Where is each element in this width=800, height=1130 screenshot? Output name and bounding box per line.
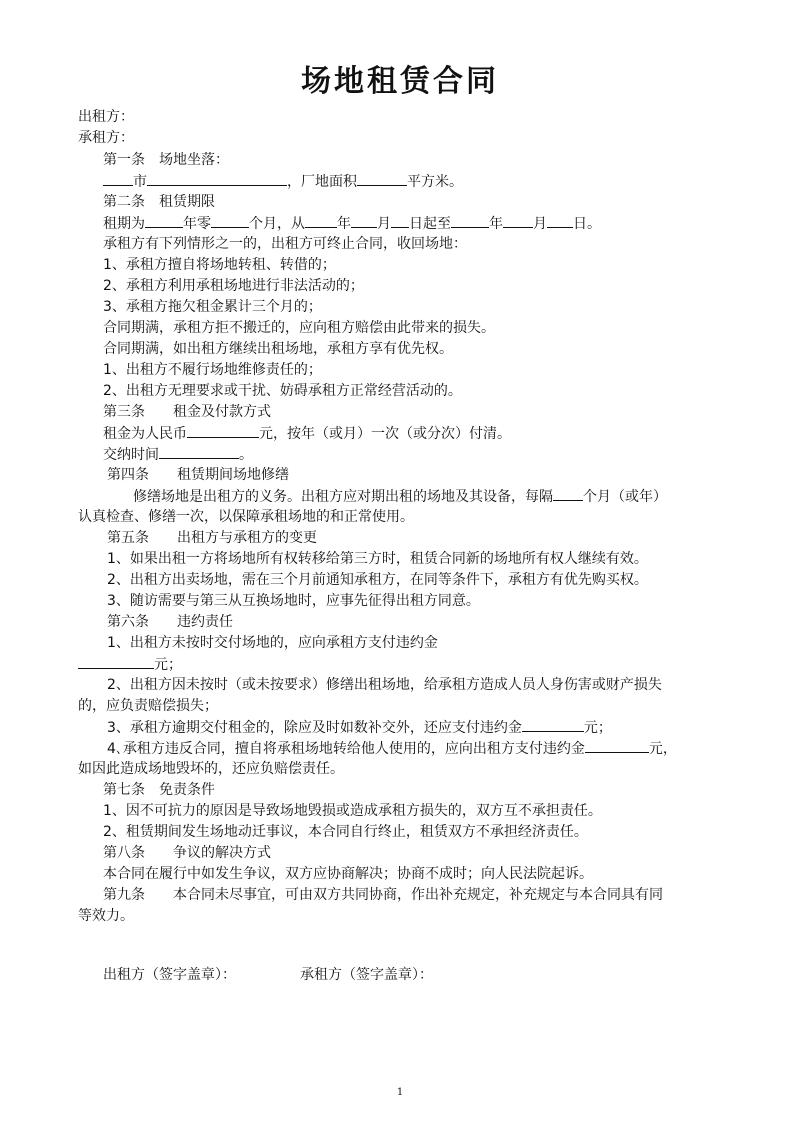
term-text: 年	[337, 216, 351, 232]
area-unit: 平方米。	[407, 174, 463, 190]
breach-text: 4､承租方违反合同，擅自将承租场地转给他人使用的，应向出租方支付违约金	[107, 741, 585, 757]
rent-text: 元，按年（或月）一次（或分次）付清。	[259, 426, 511, 442]
rent-line	[103, 423, 511, 444]
lessor-label: 出租方：	[78, 109, 134, 125]
blank-field	[103, 171, 133, 186]
blank-field	[159, 444, 239, 459]
payment-time-end: 。	[239, 447, 253, 463]
breach-item-3	[107, 717, 612, 738]
blank-field	[147, 171, 287, 186]
article-1-heading: 第一条 场地坐落：	[103, 152, 229, 168]
article-5-heading: 第五条 出租方与承租方的变更	[107, 530, 317, 546]
article-1-location	[103, 171, 463, 192]
article-9-line-2: 等效力。	[78, 908, 134, 924]
expiry-clause: 合同期满，如出租方继续出租场地，承租方享有优先权。	[103, 341, 453, 357]
breach-text: 3、承租方逾期交付租金的，除应及时如数补交外，还应支付违约金	[107, 720, 522, 736]
blank-field	[391, 213, 409, 228]
document-title: 场地租赁合同	[301, 64, 499, 99]
blank-field	[187, 423, 259, 438]
term-text: 年零	[183, 216, 211, 232]
blank-field	[585, 738, 649, 753]
blank-field	[451, 213, 489, 228]
article-8-heading: 第八条 争议的解决方式	[103, 845, 271, 861]
article-9-line-1: 第九条 本合同未尽事宜，可由双方共同协商，作出补充规定，补充规定与本合同具有同	[103, 887, 663, 903]
breach-text: 元；	[154, 657, 182, 673]
term-text: 租期为	[103, 216, 145, 232]
change-item: 3、随访需要与第三从互换场地时，应事先征得出租方同意。	[107, 593, 480, 609]
blank-field	[305, 213, 337, 228]
repair-clause-line-2: 认真检查、修缮一次，以保障承租场地的和正常使用。	[78, 509, 414, 525]
blank-field	[351, 213, 377, 228]
area-label: ，厂地面积	[287, 174, 357, 190]
blank-field	[522, 717, 584, 732]
lease-term-line	[103, 213, 601, 234]
change-item: 1、如果出租一方将场地所有权转移给第三方时，租赁合同新的场地所有权人继续有效。	[107, 551, 648, 567]
payment-time-line	[103, 444, 253, 465]
blank-field	[78, 654, 154, 669]
lessor-signature-label: 出租方（签字盖章）：	[103, 967, 236, 983]
rent-text: 租金为人民币	[103, 426, 187, 442]
article-6-heading: 第六条 违约责任	[107, 614, 233, 630]
termination-item: 2、承租方利用承租场地进行非法活动的；	[103, 278, 364, 294]
city-label: 市	[133, 174, 147, 190]
blank-field	[547, 213, 573, 228]
blank-field	[145, 213, 183, 228]
blank-field	[503, 213, 533, 228]
page-number: 1	[396, 1087, 404, 1098]
exemption-item: 2、租赁期间发生场地动迁事议，本合同自行终止，租赁双方不承担经济责任。	[103, 824, 588, 840]
termination-item: 1、承租方擅自将场地转租、转借的；	[103, 257, 336, 273]
blank-field	[357, 171, 407, 186]
termination-intro: 承租方有下列情形之一的，出租方可终止合同，收回场地：	[103, 236, 467, 252]
article-3-heading: 第三条 租金及付款方式	[103, 404, 271, 420]
article-2-heading: 第二条 租赁期限	[103, 194, 215, 210]
repair-text: 个月（或年）	[583, 489, 667, 505]
repair-clause-line-1	[133, 486, 667, 507]
breach-item-2: 2、出租方因未按时（或未按要求）修缮出租场地，给承租方造成人员人身伤害或财产损失	[107, 677, 662, 693]
article-7-heading: 第七条 免责条件	[103, 782, 215, 798]
article-4-heading: 第四条 租赁期间场地修缮	[107, 467, 289, 483]
payment-time-label: 交纳时间	[103, 447, 159, 463]
exemption-item: 1、因不可抗力的原因是导致场地毁损或造成承租方损失的，双方互不承担责任。	[103, 803, 602, 819]
termination-item: 3、承租方拖欠租金累计三个月的；	[103, 299, 322, 315]
term-text: 个月，从	[249, 216, 305, 232]
blank-field	[211, 213, 249, 228]
term-text: 月	[533, 216, 547, 232]
term-text: 日起至	[409, 216, 451, 232]
breach-text: 元；	[583, 720, 612, 736]
breach-item-1-amount	[78, 654, 182, 675]
repair-text: 修缮场地是出租方的义务。出租方应对期出租的场地及其设备，每隔	[133, 489, 553, 505]
lessor-breach-item: 2、出租方无理要求或干扰、妨碍承租方正常经营活动的。	[103, 383, 462, 399]
breach-item-4-cont: 如因此造成场地毁坏的，还应负赔偿责任。	[78, 761, 344, 777]
lessee-label: 承租方：	[78, 130, 134, 146]
blank-field	[553, 486, 583, 501]
term-text: 日。	[573, 216, 601, 232]
term-text: 月	[377, 216, 391, 232]
breach-item-2-cont: 的，应负责赔偿损失；	[78, 698, 218, 714]
breach-item-4	[107, 738, 677, 759]
breach-text: 元，	[648, 741, 677, 757]
term-text: 年	[489, 216, 503, 232]
lessee-signature-label: 承租方（签字盖章）：	[300, 967, 433, 983]
change-item: 2、出租方出卖场地，需在三个月前通知承租方，在同等条件下，承租方有优先购买权。	[107, 572, 648, 588]
breach-item-1: 1、出租方未按时交付场地的，应向承租方支付违约金	[107, 635, 438, 651]
lessor-breach-item: 1、出租方不履行场地维修责任的；	[103, 362, 322, 378]
expiry-clause: 合同期满，承租方拒不搬迁的，应向租方赔偿由此带来的损失。	[103, 320, 495, 336]
dispute-clause: 本合同在履行中如发生争议，双方应协商解决；协商不成时；向人民法院起诉。	[103, 866, 593, 882]
